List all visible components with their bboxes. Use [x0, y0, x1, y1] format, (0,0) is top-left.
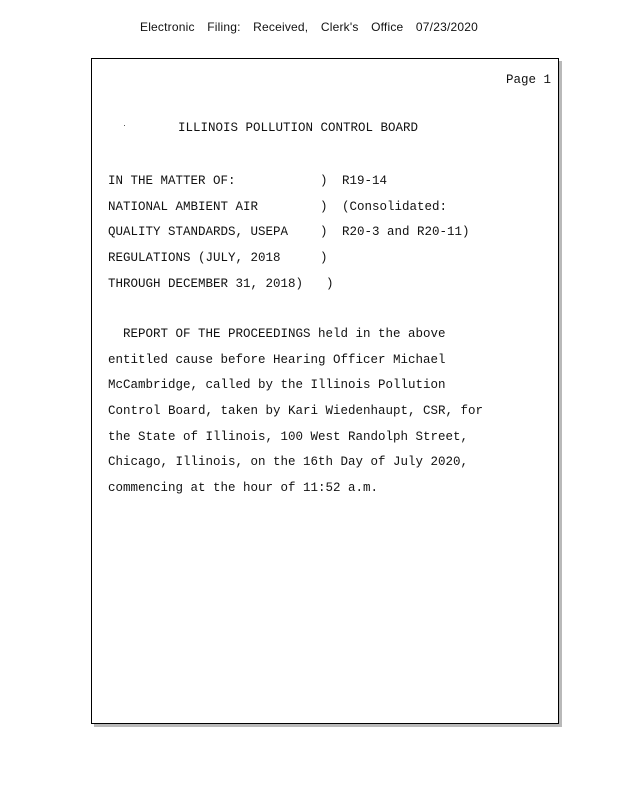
page-number: Page 1 [505, 73, 551, 87]
caption-paren: ) [320, 199, 328, 214]
transcript-page [91, 58, 559, 724]
proceedings-paragraph [108, 325, 548, 505]
caption-paren: ) [320, 174, 328, 188]
caption-row [108, 249, 328, 275]
document-title: ILLINOIS POLLUTION CONTROL BOARD [178, 121, 419, 135]
caption-row [108, 198, 448, 224]
caption-paren: ) [326, 276, 334, 291]
caption-paren: ) [320, 225, 328, 240]
caption-docket-text: R20-3 and R20-11) [342, 225, 470, 240]
caption-row [108, 172, 388, 198]
caption-paren: ) [320, 251, 328, 266]
caption-docket-text: R19-14 [342, 174, 388, 188]
caption-party-text: QUALITY STANDARDS, USEPA [108, 225, 289, 240]
caption-party-text: NATIONAL AMBIENT AIR [108, 199, 259, 214]
caption-row [108, 223, 470, 249]
paragraph-line: REPORT OF THE PROCEEDINGS held in the above [108, 327, 446, 341]
caption-party-text: REGULATIONS (JULY, 2018 [108, 251, 281, 266]
caption-row [108, 275, 334, 301]
paragraph-line: the State of Illinois, 100 West Randolph Street, [108, 429, 469, 444]
paragraph-line: Control Board, taken by Kari Wiedenhaupt, CSR, for [108, 404, 484, 419]
caption-party-text: IN THE MATTER OF: [108, 174, 236, 188]
paragraph-line: entitled cause before Hearing Officer Michael [108, 352, 446, 367]
caption-party-text: THROUGH DECEMBER 31, 2018) [108, 276, 304, 291]
case-caption [108, 172, 470, 300]
scan-speck [124, 125, 125, 126]
caption-docket-text: (Consolidated: [342, 199, 448, 214]
paragraph-line: McCambridge, called by the Illinois Pollution [108, 378, 446, 393]
electronic-filing-stamp: Electronic Filing: Received, Clerk's Office 07/23/2020 [139, 20, 478, 34]
paragraph-line: Chicago, Illinois, on the 16th Day of July 2020, [108, 455, 469, 470]
paragraph-line: commencing at the hour of 11:52 a.m. [108, 481, 379, 496]
